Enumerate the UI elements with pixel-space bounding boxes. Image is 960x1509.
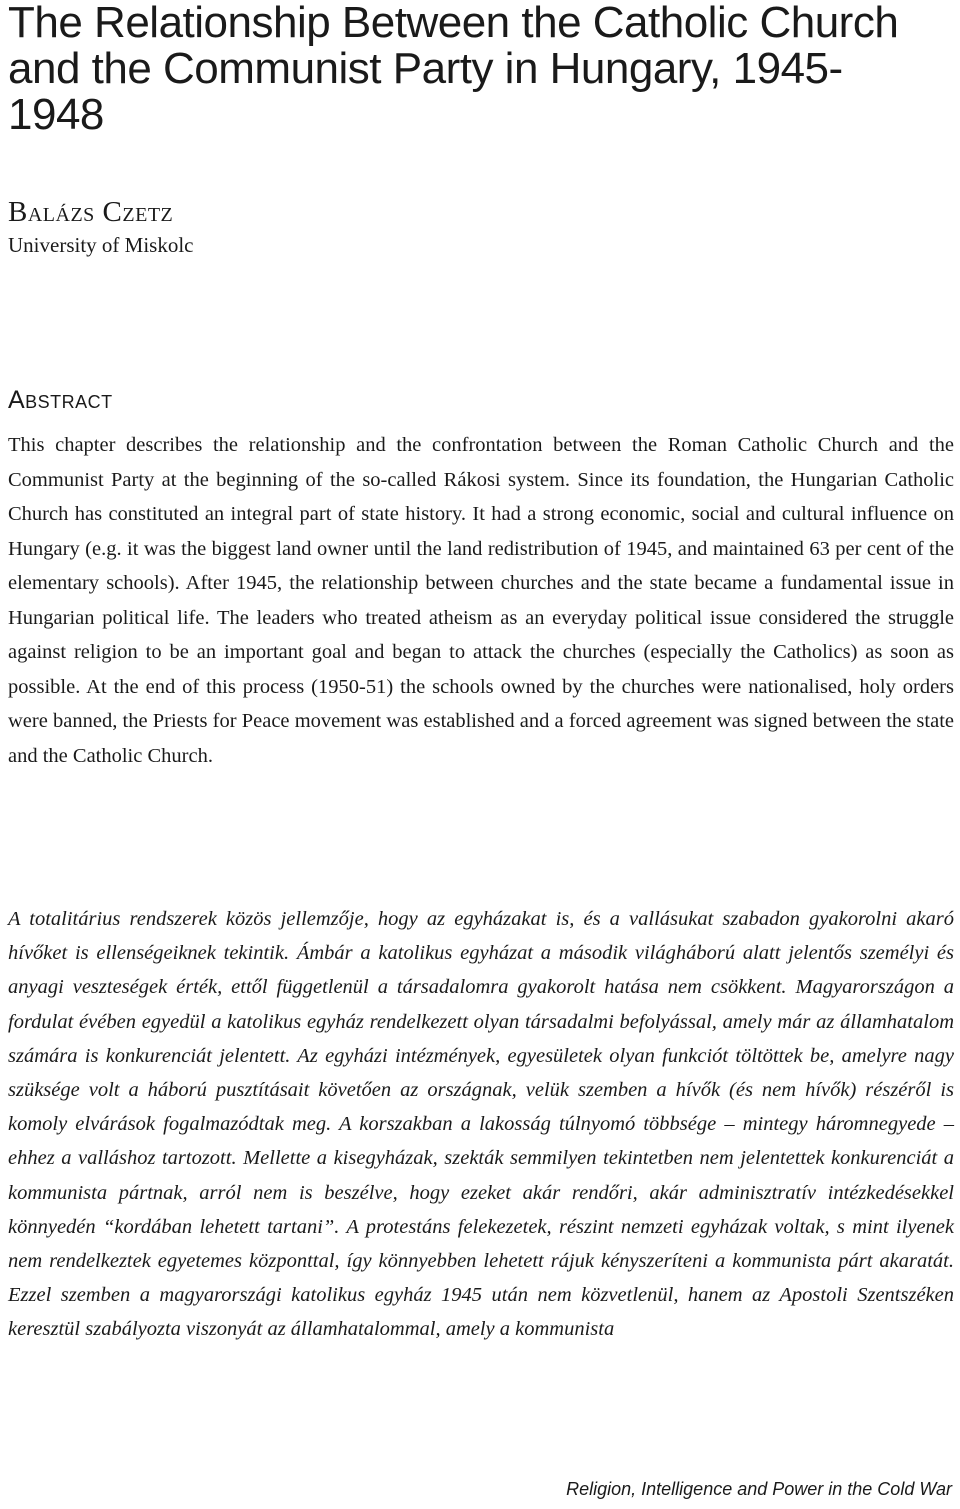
abstract-heading: Abstract <box>8 386 113 414</box>
author-name: Balázs Czetz <box>8 196 174 228</box>
abstract-body: This chapter describes the relationship and the confrontation between the Roman Catholic Church and the Communist Party at the beginning of the so-called Rákosi system. Since its foundation, the Hungarian Catholic Church has constituted an integral part of state history. It had a strong economic, social and cultural influence on Hungary (e.g. it was the biggest land owner until the land redistribution of 1945, and maintained 63 per cent of the elementary schools). After 1945, the relationship between churches and the state became a fundamental issue in Hungarian political life. The leaders who treated atheism as an everyday political issue considered the struggle against religion to be an important goal and began to attack the churches (especially the Catholics) as soon as possible. At the end of this process (1950-51) the schools owned by the churches were nationalised, holy orders were banned, the Priests for Peace movement was established and a forced agreement was signed between the state and the Catholic Church. <box>8 434 954 767</box>
running-footer: Religion, Intelligence and Power in the Cold War <box>566 1479 952 1499</box>
paper-title: The Relationship Between the Catholic Church and the Communist Party in Hungary, 1945-1948 <box>8 0 899 139</box>
hungarian-abstract-body: A totalitárius rendszerek közös jellemzője, hogy az egyházakat is, és a vallásukat szabadon gyakorolni akaró hívőket is ellenségeiknek tekintik. Ámbár a katolikus egyházat a második világháború alatt jelentős személyi és anyagi veszteségek érték, ettől függetlenül a társadalomra gyakorolt hatása nem csökkent. Magyarországon a fordulat évében egyedül a katolikus egyház rendelkezett olyan társadalmi befolyással, amely már az államhatalom számára is konkurenciát jelentett. Az egyházi intézmények, egyesületek olyan funkciót töltöttek be, amelyre nagy szüksége volt a háború pusztításait követően az országnak, velük szemben a hívők (és nem hívők) részéről is komoly elvárások fogalmazódtak meg. A korszakban a lakosság túlnyomó többsége – mintegy háromnegyede – ehhez a valláshoz tartozott. Mellette a kisegyházak, szekták semmilyen tekintetben nem jelentettek konkurenciát a kommunista pártnak, arról nem is beszélve, hogy ezeket akár rendőri, akár adminisztratív intézkedésekkel könnyedén “kordában lehetett tartani”. A protestáns felekezetek, részint nemzeti egyházak voltak, s mint ilyenek nem rendelkeztek egyetemes központtal, így könnyebben lehetett rájuk kényszeríteni a kommunista párt akaratát. Ezzel szemben a magyarországi katolikus egyház 1945 után nem közvetlenül, hanem az Apostoli Szentszéken keresztül szabályozta viszonyát az államhatalommal, amely a kommunista <box>8 908 954 1341</box>
author-affiliation: University of Miskolc <box>8 233 194 257</box>
